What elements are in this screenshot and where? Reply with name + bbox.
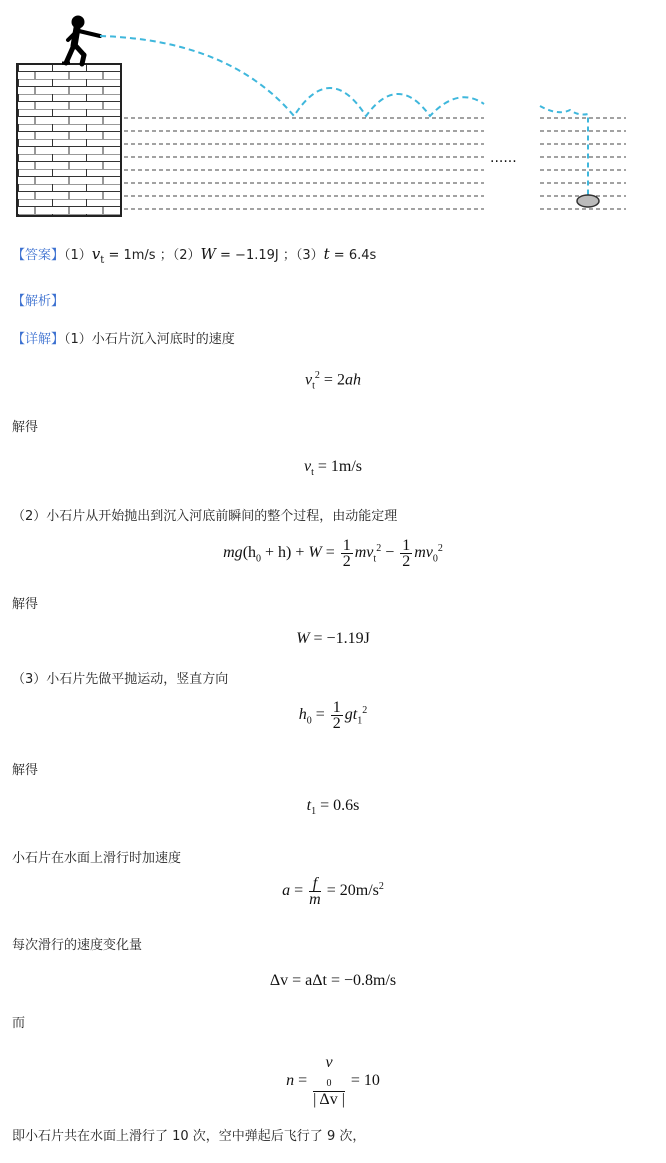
solve-label-2: 解得 — [12, 597, 39, 612]
equation-4: W = −1.19J — [296, 630, 370, 647]
trajectory — [100, 36, 484, 116]
detail-step3: （3）小石片先做平抛运动，竖直方向 — [12, 672, 229, 687]
solve-label-1: 解得 — [12, 420, 39, 435]
detail-step4: 小石片在水面上滑行时加速度 — [12, 851, 182, 866]
equation-1: $v_t^2 = 2ah$ — [305, 370, 361, 392]
detail-step6: 而 — [12, 1016, 26, 1031]
answer-line: 【答案】$(1)v_t = 1m/s$ ；（2）W = −1.19J ；（3）t = 6.4s — [12, 245, 377, 266]
analysis-tag: 【解析】 — [12, 294, 65, 309]
equation-7: a = $\frac{f}{m}$ = $20m/s^2$ — [282, 875, 384, 908]
equation-8: Δv = aΔt = −0.8m/s — [269, 972, 397, 989]
answer-part1: （1） — [64, 248, 92, 263]
answer-tag: 【答案】 — [12, 248, 65, 263]
water-surface — [124, 118, 626, 209]
brick-wall — [17, 64, 121, 216]
thrower-icon — [62, 16, 100, 64]
detail-step1: 【详解】（1）小石片沉入河底时的速度 — [12, 332, 235, 347]
equation-6: $t_1 = 0.6s$ — [306, 797, 360, 818]
ellipsis-dots: ······ — [490, 154, 517, 170]
equation-3: $mg(h_0 + h) + W$ = $\frac{1}{2}$ $mv_t^2$ − $\frac{1}{2}$ $mv_0^2$ — [223, 537, 443, 570]
equation-5: $h_0$ = $\frac{1}{2}$ $gt_1^2$ — [298, 699, 368, 732]
equation-9: n = v $_0$ | Δv | = 10 — [286, 1054, 380, 1109]
equation-2: $v_t = 1m/s$ — [303, 458, 363, 479]
detail-step2: （2）小石片从开始抛出到沉入河底前瞬间的整个过程，由动能定理 — [12, 509, 398, 524]
detail-step5: 每次滑行的速度变化量 — [12, 938, 143, 953]
stone-icon — [577, 195, 599, 207]
stone-skipping-figure — [0, 0, 666, 230]
solve-label-3: 解得 — [12, 763, 39, 778]
conclusion: 即小石片共在水面上滑行了 10 次，空中弹起后飞行了 9 次， — [12, 1129, 366, 1144]
